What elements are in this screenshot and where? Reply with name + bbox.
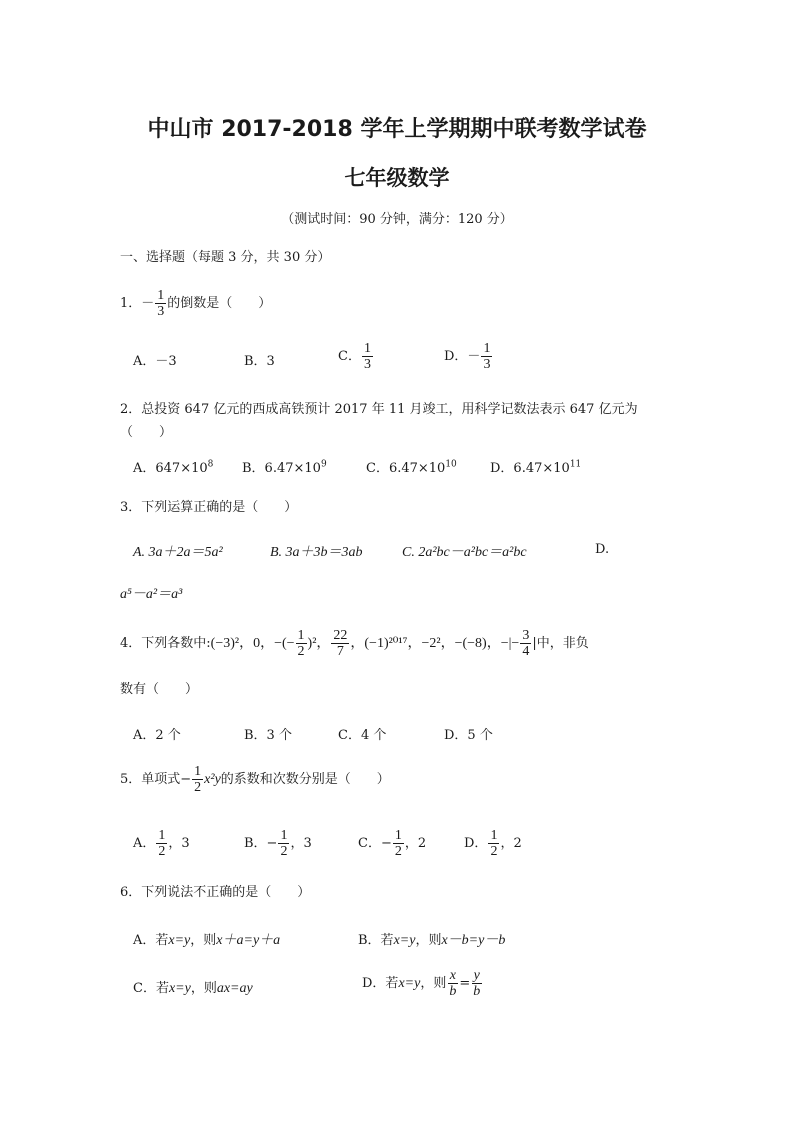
numerator: x bbox=[449, 968, 456, 983]
q4-option-a: A．2 个 bbox=[133, 728, 181, 743]
question-text: 4．下列各数中: bbox=[120, 636, 211, 651]
result: x－b=y－b bbox=[441, 933, 506, 948]
numerator: 22 bbox=[333, 628, 348, 643]
q2-option-c bbox=[366, 457, 457, 476]
option-tail: ，3 bbox=[168, 836, 190, 851]
question-4-line2: 数有（ ） bbox=[120, 682, 199, 697]
denominator: 2 bbox=[158, 844, 166, 859]
q2-option-b bbox=[242, 457, 327, 476]
fraction bbox=[520, 628, 531, 659]
fraction bbox=[393, 828, 404, 859]
q4-option-b: B．3 个 bbox=[244, 728, 292, 743]
option-label: D．若 bbox=[362, 976, 399, 991]
q5-option-c bbox=[358, 828, 426, 859]
q3-option-d bbox=[120, 583, 182, 603]
q4-option-d: D．5 个 bbox=[444, 728, 493, 743]
option-text: B. 3a＋3b＝3ab bbox=[270, 545, 363, 560]
fraction bbox=[471, 968, 482, 999]
numerator: 1 bbox=[490, 828, 498, 843]
result: x＋a=y＋a bbox=[216, 933, 281, 948]
section-heading: 一、选择题（每题 3 分，共 30 分） bbox=[120, 250, 331, 265]
option-text: ，则 bbox=[190, 981, 217, 996]
option-text: D．6.47×10 bbox=[490, 461, 570, 476]
condition: x=y bbox=[393, 933, 416, 948]
question-text: 5．单项式− bbox=[120, 772, 192, 787]
q6-option-b bbox=[358, 929, 505, 949]
q5-option-a bbox=[133, 828, 190, 859]
option-tail: ，2 bbox=[500, 836, 522, 851]
question-number: 1． bbox=[120, 296, 142, 311]
q1-option-a: A．－3 bbox=[133, 354, 177, 369]
denominator: 2 bbox=[394, 844, 402, 859]
fraction bbox=[192, 764, 203, 795]
question-text: 的倒数是（ ） bbox=[167, 296, 272, 311]
result: ax=ay bbox=[216, 981, 253, 996]
denominator: 2 bbox=[194, 780, 202, 795]
numerator: 1 bbox=[394, 828, 402, 843]
fraction bbox=[296, 628, 307, 659]
q1-option-c bbox=[338, 341, 374, 372]
fraction bbox=[481, 341, 492, 372]
exponent: 8 bbox=[207, 459, 214, 470]
option-label: D．－ bbox=[444, 349, 481, 364]
q6-option-a bbox=[133, 929, 280, 949]
q6-option-d bbox=[362, 968, 483, 999]
fraction bbox=[155, 288, 166, 319]
number-list: ，(−1)²⁰¹⁷，−2²，−(−8)，−|− bbox=[350, 636, 520, 651]
numerator: 3 bbox=[522, 628, 530, 643]
fraction bbox=[331, 628, 349, 659]
option-label: C． bbox=[338, 349, 361, 364]
q6-option-c bbox=[133, 977, 253, 997]
q3-option-d-label: D. bbox=[595, 542, 610, 557]
numerator: 1 bbox=[157, 288, 165, 303]
option-label: B．− bbox=[244, 836, 278, 851]
option-text: A．647×10 bbox=[133, 461, 208, 476]
option-label: C．若 bbox=[133, 981, 169, 996]
fraction bbox=[362, 341, 373, 372]
exponent: 11 bbox=[569, 459, 582, 470]
q3-option-c bbox=[402, 541, 527, 561]
question-text: 的系数和次数分别是（ ） bbox=[220, 772, 390, 787]
fraction bbox=[447, 968, 458, 999]
q5-option-b bbox=[244, 828, 312, 859]
denominator: 3 bbox=[363, 357, 371, 372]
q1-option-b: B．3 bbox=[244, 354, 275, 369]
numerator: y bbox=[473, 968, 480, 983]
option-text: A. 3a＋2a＝5a² bbox=[133, 545, 223, 560]
numerator: 1 bbox=[194, 764, 202, 779]
denominator: b bbox=[473, 984, 481, 999]
option-tail: ，3 bbox=[290, 836, 312, 851]
option-label: A． bbox=[133, 836, 156, 851]
option-label: C．− bbox=[358, 836, 392, 851]
q5-option-d bbox=[464, 828, 522, 859]
option-label: D． bbox=[464, 836, 488, 851]
numerator: 1 bbox=[363, 341, 371, 356]
question-2: 2．总投资 647 亿元的西成高铁预计 2017 年 11 月竣工，用科学记数法表示 647 亿元为 bbox=[120, 402, 638, 417]
minus-sign: － bbox=[141, 296, 155, 311]
denominator: 2 bbox=[280, 844, 288, 859]
condition: x=y bbox=[398, 976, 421, 991]
question-1 bbox=[120, 288, 271, 319]
number-list: )²， bbox=[307, 636, 331, 651]
q3-option-a bbox=[133, 541, 223, 561]
option-tail: ，2 bbox=[404, 836, 427, 851]
option-text: ，则 bbox=[190, 933, 217, 948]
option-label: A．若 bbox=[133, 933, 169, 948]
option-text: ，则 bbox=[415, 933, 442, 948]
fraction bbox=[156, 828, 167, 859]
condition: x=y bbox=[168, 981, 191, 996]
question-3: 3．下列运算正确的是（ ） bbox=[120, 500, 298, 515]
question-6: 6．下列说法不正确的是（ ） bbox=[120, 885, 311, 900]
exponent: 9 bbox=[320, 459, 327, 470]
question-text: |中，非负 bbox=[532, 636, 589, 651]
q2-option-d bbox=[490, 457, 581, 476]
fraction bbox=[278, 828, 289, 859]
numerator: 1 bbox=[483, 341, 491, 356]
denominator: 2 bbox=[297, 644, 305, 659]
equals-sign: = bbox=[459, 976, 471, 991]
denominator: 7 bbox=[336, 644, 344, 659]
option-text: C．6.47×10 bbox=[366, 461, 446, 476]
exponent: 10 bbox=[445, 459, 457, 470]
denominator: b bbox=[449, 984, 457, 999]
page-title: 中山市 2017-2018 学年上学期期中联考数学试卷 bbox=[147, 117, 647, 142]
page-subtitle: 七年级数学 bbox=[344, 166, 450, 190]
option-label: B．若 bbox=[358, 933, 394, 948]
denominator: 3 bbox=[157, 304, 165, 319]
q1-option-d bbox=[444, 341, 493, 372]
option-text: a⁵－a²＝a³ bbox=[120, 587, 183, 602]
q4-option-c: C．4 个 bbox=[338, 728, 387, 743]
denominator: 3 bbox=[483, 357, 491, 372]
question-2-blank: （ ） bbox=[120, 425, 173, 440]
number-list: (−3)²，0，−(− bbox=[210, 636, 295, 651]
numerator: 1 bbox=[280, 828, 288, 843]
q2-option-a bbox=[133, 457, 213, 476]
exam-meta: （测试时间：90 分钟，满分：120 分） bbox=[281, 212, 513, 227]
option-text: B．6.47×10 bbox=[242, 461, 321, 476]
fraction bbox=[488, 828, 499, 859]
option-text: ，则 bbox=[420, 976, 447, 991]
denominator: 4 bbox=[522, 644, 530, 659]
q3-option-b bbox=[270, 541, 363, 561]
denominator: 2 bbox=[490, 844, 498, 859]
monomial: x²y bbox=[204, 772, 221, 787]
question-4 bbox=[120, 628, 589, 659]
condition: x=y bbox=[168, 933, 191, 948]
question-5 bbox=[120, 764, 390, 795]
option-text: C. 2a²bc－a²bc＝a²bc bbox=[402, 545, 527, 560]
numerator: 1 bbox=[158, 828, 166, 843]
numerator: 1 bbox=[297, 628, 305, 643]
